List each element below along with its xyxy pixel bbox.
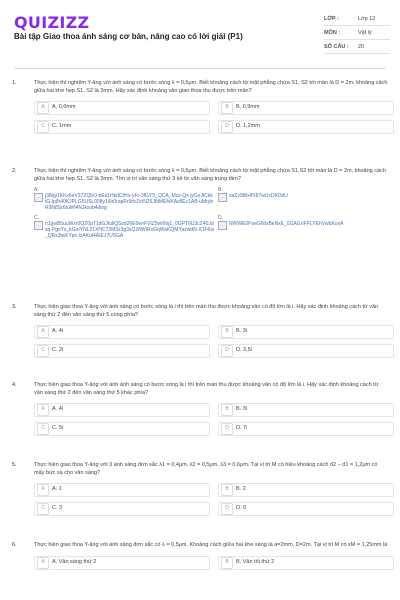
option-text: A. 0,6mm [52,104,76,111]
answer-option-c[interactable] [34,120,210,134]
meta-row-count [324,40,390,54]
question-5 [12,462,388,516]
option-letter: D. [218,215,223,221]
option-text: A. 1 [52,486,62,493]
image-option-c[interactable] [34,215,214,239]
answer-options [34,556,388,570]
option-letter-box: D [221,121,233,133]
meta-value: 20 [358,43,365,50]
broken-image-icon: ▫ [34,221,43,230]
option-text: C. 2i [52,347,64,354]
question-text: Thực hiện giao thoa Y-âng với 3 ánh sáng đơn sắc λ1 = 0,4μm, λ2 = 0,5μm, λ3 = 0,6μm. Tại vị trí M có hiệu khoảng cách d2 − d1 = 1,2μm có mấy bức xạ cho vân sáng? [34,462,378,476]
answer-option-c[interactable] [34,422,210,436]
question-number: 6. [12,542,17,548]
answer-option-a[interactable] [34,483,210,497]
answer-option-b[interactable] [218,101,394,115]
broken-image-icon: ▫ [218,221,227,230]
option-letter-box: A [37,326,49,338]
worksheet-title: Bài tập Giao thoa ánh sáng cơ bản, nâng cao có lời giải (P1) [14,32,243,41]
option-letter-box: B [221,484,233,496]
answer-options [34,483,388,516]
image-option-a[interactable] [34,187,214,211]
image-link-text: n1gwB5uuWxr0QZ6pT1dGJtullQSsd26E0enFVIZ5wI6tq1_0GPT6U3cZ40Jdsq-PgsYx_kGoIYNL21XHC72M3z3g3sQ28WIRvGqWaKQMYazwdN-X1F6w_QRx3lwKYpn-lzAKul4AIEJ7USGA [45,221,214,239]
option-letter-box: A [37,484,49,496]
answer-option-c[interactable] [34,502,210,516]
answer-option-b[interactable] [218,403,394,417]
question-4 [12,382,388,436]
option-text: C. 3 [52,505,63,512]
worksheet-meta [324,12,390,54]
image-link-text: saZv9BtxlfX87wUcDKDdU [229,193,288,199]
meta-label: LỚP : [324,15,339,22]
answer-option-d[interactable] [218,422,394,436]
meta-row-subject [324,26,390,40]
option-letter: A. [34,187,39,193]
option-text: B. Vân tối thứ 2 [236,558,275,565]
option-letter-box: D [221,503,233,515]
answer-option-d[interactable] [218,344,394,358]
option-letter-box: B [221,404,233,416]
answer-option-a[interactable] [34,325,210,339]
option-text: D. 0 [236,505,247,512]
image-link-text: j38qy1KKx6eV37ZQbO-bEs1HkdCtHo-yFr-3fGY5_QCA_Mzz-Qx-jyGsJtCkktG-lp8r40KJPLG5USL008y1i9r0rapRr9rbJVrN26J8tMEfvKAv8Ec1AB-uMrybR9N8Sr6tuWl4NJksvb4dwg [45,193,214,211]
question-text: Thực hiện giao thoa Y-âng với ánh sáng có bước sóng là i thì trên màn thu được khoảng vân có độ lớn là i. Hãy xác định khoảng cách từ vân sáng thứ 2 đến vân sáng thứ 5 cùng phía? [34,304,379,318]
option-letter-box: B [221,557,233,569]
option-letter-box: A [37,557,49,569]
meta-value: Lớp 12 [358,15,376,22]
answer-option-a[interactable] [34,101,210,115]
image-answer-options [34,187,388,239]
option-letter-box: D [221,423,233,435]
answer-option-a[interactable] [34,403,210,417]
option-text: A. 4i [52,328,64,335]
answer-option-c[interactable] [34,344,210,358]
question-number: 2. [12,168,17,174]
option-letter-box: C [37,121,49,133]
broken-image-icon: ▫ [34,193,43,202]
option-letter: B. [218,187,223,193]
option-text: B. 3i [236,328,248,335]
question-number: 5. [12,462,17,468]
option-letter-box: B [221,326,233,338]
question-number: 1. [12,80,17,86]
question-text: Thực hiện giao thoa Y-âng với ánh ánh sáng có bước sóng là i thì trên màn thu được khoảng vân có độ lớn là i. Hãy xác định khoảng cách từ vân sáng thứ 2 đến vân sáng thứ 5 khác phía? [34,382,379,396]
answer-option-a[interactable] [34,556,210,570]
question-number: 4. [12,382,17,388]
option-text: D. 3,5i [236,347,252,354]
option-text: A. Vân sáng thứ 2 [52,558,97,565]
image-link-text: NWWE0PoeGNIxBeNxE_0l1AGrIFFLYEhVwbKoxA [229,221,344,227]
option-text: D. 7i [236,425,248,432]
answer-options [34,101,388,134]
question-text: Thực hiện thí nghiệm Y-âng với ánh sáng có bước sóng λ = 0,6μm. Biết khoảng cách từ mặt phẳng chứa S1, S2 tới màn là D = 2m, khoảng cách giữa hai khe hẹp S1, S2 là 3mm. Hãy xác định khoảng vân giao thoa thu được trên màn? [34,80,388,94]
option-text: A. 4i [52,406,64,413]
option-letter-box: A [37,404,49,416]
option-text: B. 0,9mm [236,104,260,111]
question-1 [12,80,388,134]
option-text: B. 3i [236,406,248,413]
answer-option-b[interactable] [218,483,394,497]
answer-option-d[interactable] [218,120,394,134]
option-letter-box: C [37,423,49,435]
question-text: Thực hiện thí nghiệm Y-âng với ánh sáng có bước sóng λ = 0,6μm. Biết khoảng cách từ mặt phẳng chứa S1,S2 tới màn là D = 2m, khoảng cách giữa hai khe hẹp S1, S2 là 3mm. Tìm vị trí vân sáng thứ 3 kể từ vân sáng trung tâm? [34,168,386,182]
option-text: B. 2 [236,486,246,493]
answer-option-b[interactable] [218,556,394,570]
option-letter: C. [34,215,39,221]
answer-option-d[interactable] [218,502,394,516]
header-divider [14,68,386,69]
question-3 [12,304,388,358]
image-option-b[interactable] [218,187,394,211]
option-text: C. 5i [52,425,64,432]
option-letter-box: D [221,345,233,357]
option-letter-box: A [37,102,49,114]
image-option-d[interactable] [218,215,394,239]
question-2 [12,168,388,239]
meta-label: MÔN : [324,29,341,36]
answer-options [34,403,388,436]
question-6 [12,542,388,570]
meta-label: SỐ CÂU : [324,43,349,50]
option-letter-box: C [37,503,49,515]
question-text: Thực hiện giao thoa Y-âng với ánh sáng đơn sắc có λ = 0,5μm. Khoảng cách giữa hai khe sáng là a=2mm, D=2m. Tại vị trí M có xM = 1,25mm là [34,542,388,548]
answer-options [34,325,388,358]
quizizz-logo: QUIZIZZ [14,13,90,32]
meta-row-class [324,12,390,26]
option-text: D. 1,2mm [236,123,260,130]
option-text: C. 1mm [52,123,72,130]
answer-option-b[interactable] [218,325,394,339]
meta-value: Vật lý [358,29,372,36]
question-number: 3. [12,304,17,310]
option-letter-box: C [37,345,49,357]
option-letter-box: B [221,102,233,114]
broken-image-icon: ▫ [218,193,227,202]
worksheet-header [0,0,400,64]
